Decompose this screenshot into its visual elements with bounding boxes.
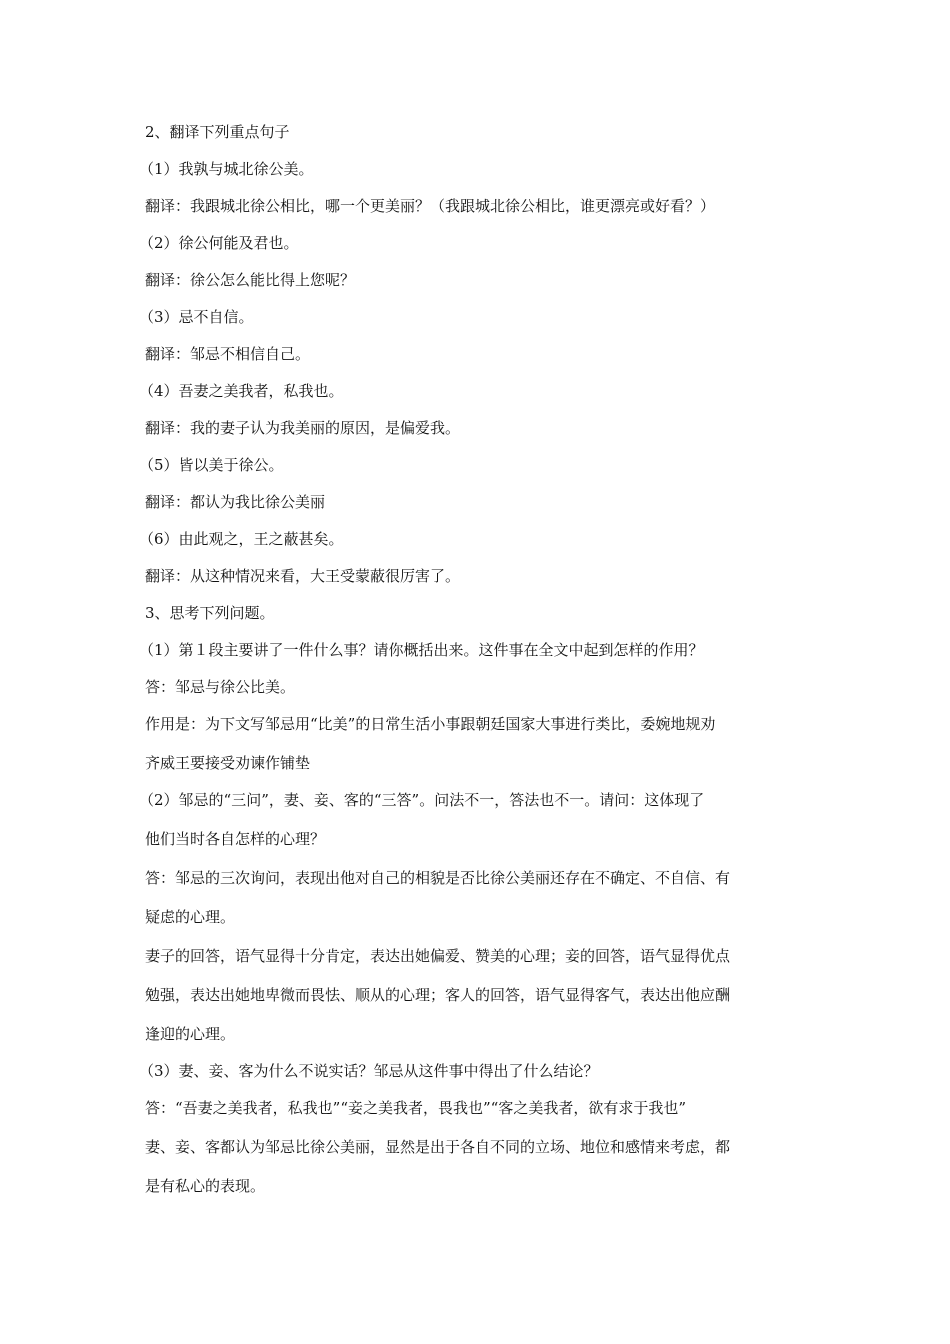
question-2-line-2: 他们当时各自怎样的心理？ bbox=[145, 830, 326, 848]
section-3-heading: 3、思考下列问题。 bbox=[145, 604, 275, 622]
answer-2-detail-line-3: 逢迎的心理。 bbox=[145, 1025, 236, 1043]
answer-2-detail-line-1: 妻子的回答，语气显得十分肯定，表达出她偏爱、赞美的心理；妾的回答，语气显得优点 bbox=[145, 947, 731, 965]
question-1: （1）第１段主要讲了一件什么事？请你概括出来。这件事在全文中起到怎样的作用？ bbox=[139, 641, 704, 659]
question-2-line-1: （2）邹忌的“三问”，妻、妾、客的“三答”。问法不一，答法也不一。请问：这体现了 bbox=[139, 791, 705, 809]
answer-2-line-1: 答：邹忌的三次询问，表现出他对自己的相貌是否比徐公美丽还存在不确定、不自信、有 bbox=[145, 869, 731, 887]
answer-2-line-2: 疑虑的心理。 bbox=[145, 908, 236, 926]
sentence-2: （2）徐公何能及君也。 bbox=[139, 234, 299, 252]
sentence-6: （6）由此观之，王之蔽甚矣。 bbox=[139, 530, 344, 548]
translation-1: 翻译：我跟城北徐公相比，哪一个更美丽？（我跟城北徐公相比，谁更漂亮或好看？） bbox=[145, 197, 716, 215]
answer-1-effect-line-1: 作用是：为下文写邹忌用“比美”的日常生活小事跟朝廷国家大事进行类比，委婉地规劝 bbox=[145, 715, 716, 733]
sentence-3: （3）忌不自信。 bbox=[139, 308, 254, 326]
section-2-heading: 2、翻译下列重点句子 bbox=[145, 123, 290, 141]
answer-2-detail-line-2: 勉强，表达出她地卑微而畏怯、顺从的心理；客人的回答，语气显得客气，表达出他应酬 bbox=[145, 986, 731, 1004]
answer-1: 答：邹忌与徐公比美。 bbox=[145, 678, 296, 696]
answer-3-line-1: 答：“吾妻之美我者，私我也”“妾之美我者，畏我也”“客之美我者，欲有求于我也” bbox=[145, 1099, 687, 1117]
answer-3-line-2: 妻、妾、客都认为邹忌比徐公美丽，显然是出于各自不同的立场、地位和感情来考虑，都 bbox=[145, 1138, 731, 1156]
sentence-1: （1）我孰与城北徐公美。 bbox=[139, 160, 314, 178]
question-3: （3）妻、妾、客为什么不说实话？邹忌从这件事中得出了什么结论？ bbox=[139, 1062, 599, 1080]
translation-3: 翻译：邹忌不相信自己。 bbox=[145, 345, 311, 363]
sentence-5: （5）皆以美于徐公。 bbox=[139, 456, 284, 474]
translation-5: 翻译：都认为我比徐公美丽 bbox=[145, 493, 326, 511]
answer-3-line-3: 是有私心的表现。 bbox=[145, 1177, 266, 1195]
translation-4: 翻译：我的妻子认为我美丽的原因，是偏爱我。 bbox=[145, 419, 461, 437]
translation-2: 翻译：徐公怎么能比得上您呢？ bbox=[145, 271, 356, 289]
document-body bbox=[139, 122, 825, 1196]
translation-6: 翻译：从这种情况来看，大王受蒙蔽很厉害了。 bbox=[145, 567, 461, 585]
sentence-4: （4）吾妻之美我者，私我也。 bbox=[139, 382, 344, 400]
answer-1-effect-line-2: 齐威王要接受劝谏作铺垫 bbox=[145, 754, 311, 772]
